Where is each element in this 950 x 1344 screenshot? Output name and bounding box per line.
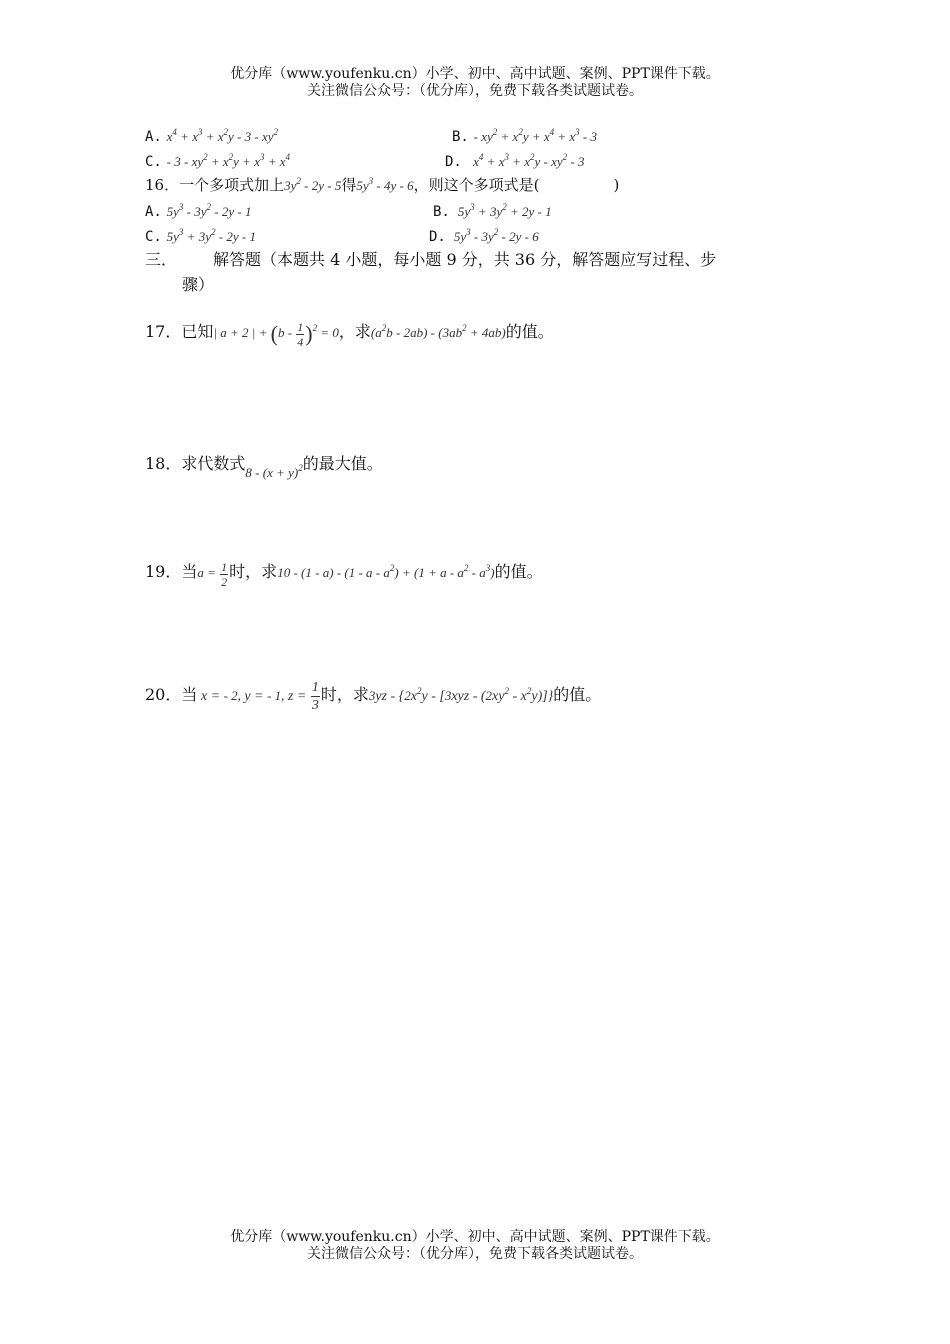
q18-text-post: 的最大值。	[302, 454, 383, 473]
footer-line-2: 关注微信公众号：（优分库），免费下载各类试题试卷。	[307, 1246, 643, 1262]
q19-text-post: 的值。	[494, 562, 543, 581]
fraction: $\frac{1}{4}$	[297, 319, 304, 349]
page-header	[0, 66, 950, 100]
q18-text-pre: 求代数式	[181, 454, 246, 473]
q17-text-pre: 已知	[181, 322, 214, 341]
q16-text-pre: 一个多项式加上	[179, 176, 285, 194]
q16-text-mid: 得	[341, 176, 357, 194]
math-expression: - $xy^2 + x^2y + x^4 + x^3 - 3$	[473, 127, 598, 144]
q16-option-d	[429, 226, 539, 247]
math-expression: | a + 2 | + (b - $\frac{1}{4}$ )$^2$ = 0	[213, 319, 339, 349]
math-expression: x = - 2, y = - 1, z = $\frac{1}{3}$	[197, 680, 319, 714]
question-17	[145, 312, 554, 354]
option-label: C.	[145, 154, 162, 170]
q16-stem	[145, 175, 619, 196]
page-footer	[0, 1229, 950, 1263]
fraction: $\frac{1}{3}$	[311, 680, 319, 714]
q15-option-b	[452, 126, 597, 147]
section-number: 三．	[145, 250, 178, 269]
section-3-heading-cont	[182, 275, 214, 295]
option-label: B.	[452, 129, 469, 145]
q20-text-post: 的值。	[553, 685, 602, 704]
option-label: D.	[445, 154, 462, 170]
math-expression: a = $\frac{1}{2}$	[197, 559, 228, 589]
option-label: C.	[145, 229, 162, 245]
footer-line-1: 优分库（www.youfenku.cn）小学、初中、高中试题、案例、PPT课件下载。	[230, 1229, 720, 1245]
math-expression: $5y^3 - 4y - 6$	[356, 176, 414, 193]
question-20	[145, 673, 601, 719]
q17-text-mid: ，求	[338, 322, 371, 341]
question-number: 19．	[145, 562, 182, 581]
option-label: A.	[145, 129, 162, 145]
fraction: $\frac{1}{2}$	[221, 559, 228, 589]
math-expression: $(a^2b - 2ab) - (3ab^2 + 4ab)$	[370, 323, 506, 340]
math-expression: 8 - (x + y)2	[245, 463, 303, 480]
math-expression: - $3 - xy^2 + x^2y + x^3 + x^4$	[166, 152, 291, 169]
q19-text-pre: 当	[181, 562, 198, 581]
q16-option-c	[145, 226, 256, 247]
math-expression: $3yz - \{2x^2y - [3xyz - (2xy^2 - x^2y)]\}$	[368, 686, 554, 704]
question-19	[145, 552, 543, 593]
q15-option-a	[145, 126, 278, 147]
question-18	[145, 452, 383, 485]
math-expression: $5y^3 + 3y^2 - 2y - 1$	[166, 227, 256, 244]
question-number: 20．	[145, 685, 182, 704]
math-expression: $x^4 + x^3 + x^2y - 3 - xy^2$	[166, 127, 278, 144]
question-number: 17．	[145, 322, 182, 341]
math-expression: $3y^2 - 2y - 5$	[284, 176, 342, 193]
q17-text-post: 的值。	[505, 322, 554, 341]
q19-text-mid: 时，求	[229, 562, 278, 581]
q16-text-post: ，则这个多项式是(	[413, 176, 540, 194]
math-expression: $5y^3 - 3y^2 - 2y - 1$	[166, 202, 252, 219]
question-number: 16．	[145, 176, 180, 194]
q15-option-c	[145, 151, 290, 172]
math-expression: $5y^3 - 3y^2 - 2y - 6$	[453, 227, 539, 244]
q16-text-end: )	[613, 176, 620, 194]
header-line-2: 关注微信公众号：（优分库），免费下载各类试题试卷。	[307, 83, 643, 99]
math-expression: $10 - (1 - a) - (1 - a - a^2) + (1 + a - a^2 - a^3)$	[277, 563, 495, 580]
section-3-heading	[145, 250, 716, 270]
math-expression: $x^4 + x^3 + x^2y - xy^2 - 3$	[466, 152, 585, 169]
question-number: 18．	[145, 454, 182, 473]
option-label: D.	[429, 229, 446, 245]
header-line-1: 优分库（www.youfenku.cn）小学、初中、高中试题、案例、PPT课件下载。	[230, 66, 720, 82]
q16-option-b	[433, 201, 552, 222]
q15-option-d	[445, 151, 585, 172]
option-label: A.	[145, 204, 162, 220]
math-expression: $5y^3 + 3y^2 + 2y - 1$	[457, 202, 552, 219]
section-title: 解答题（本题共 4 小题，每小题 9 分，共 36 分，解答题应写过程、步	[213, 250, 717, 269]
q20-text-mid: 时，求	[320, 685, 369, 704]
q20-text-pre: 当	[181, 685, 198, 704]
section-title-cont: 骤）	[182, 275, 215, 294]
q16-option-a	[145, 201, 252, 222]
option-label: B.	[433, 204, 450, 220]
